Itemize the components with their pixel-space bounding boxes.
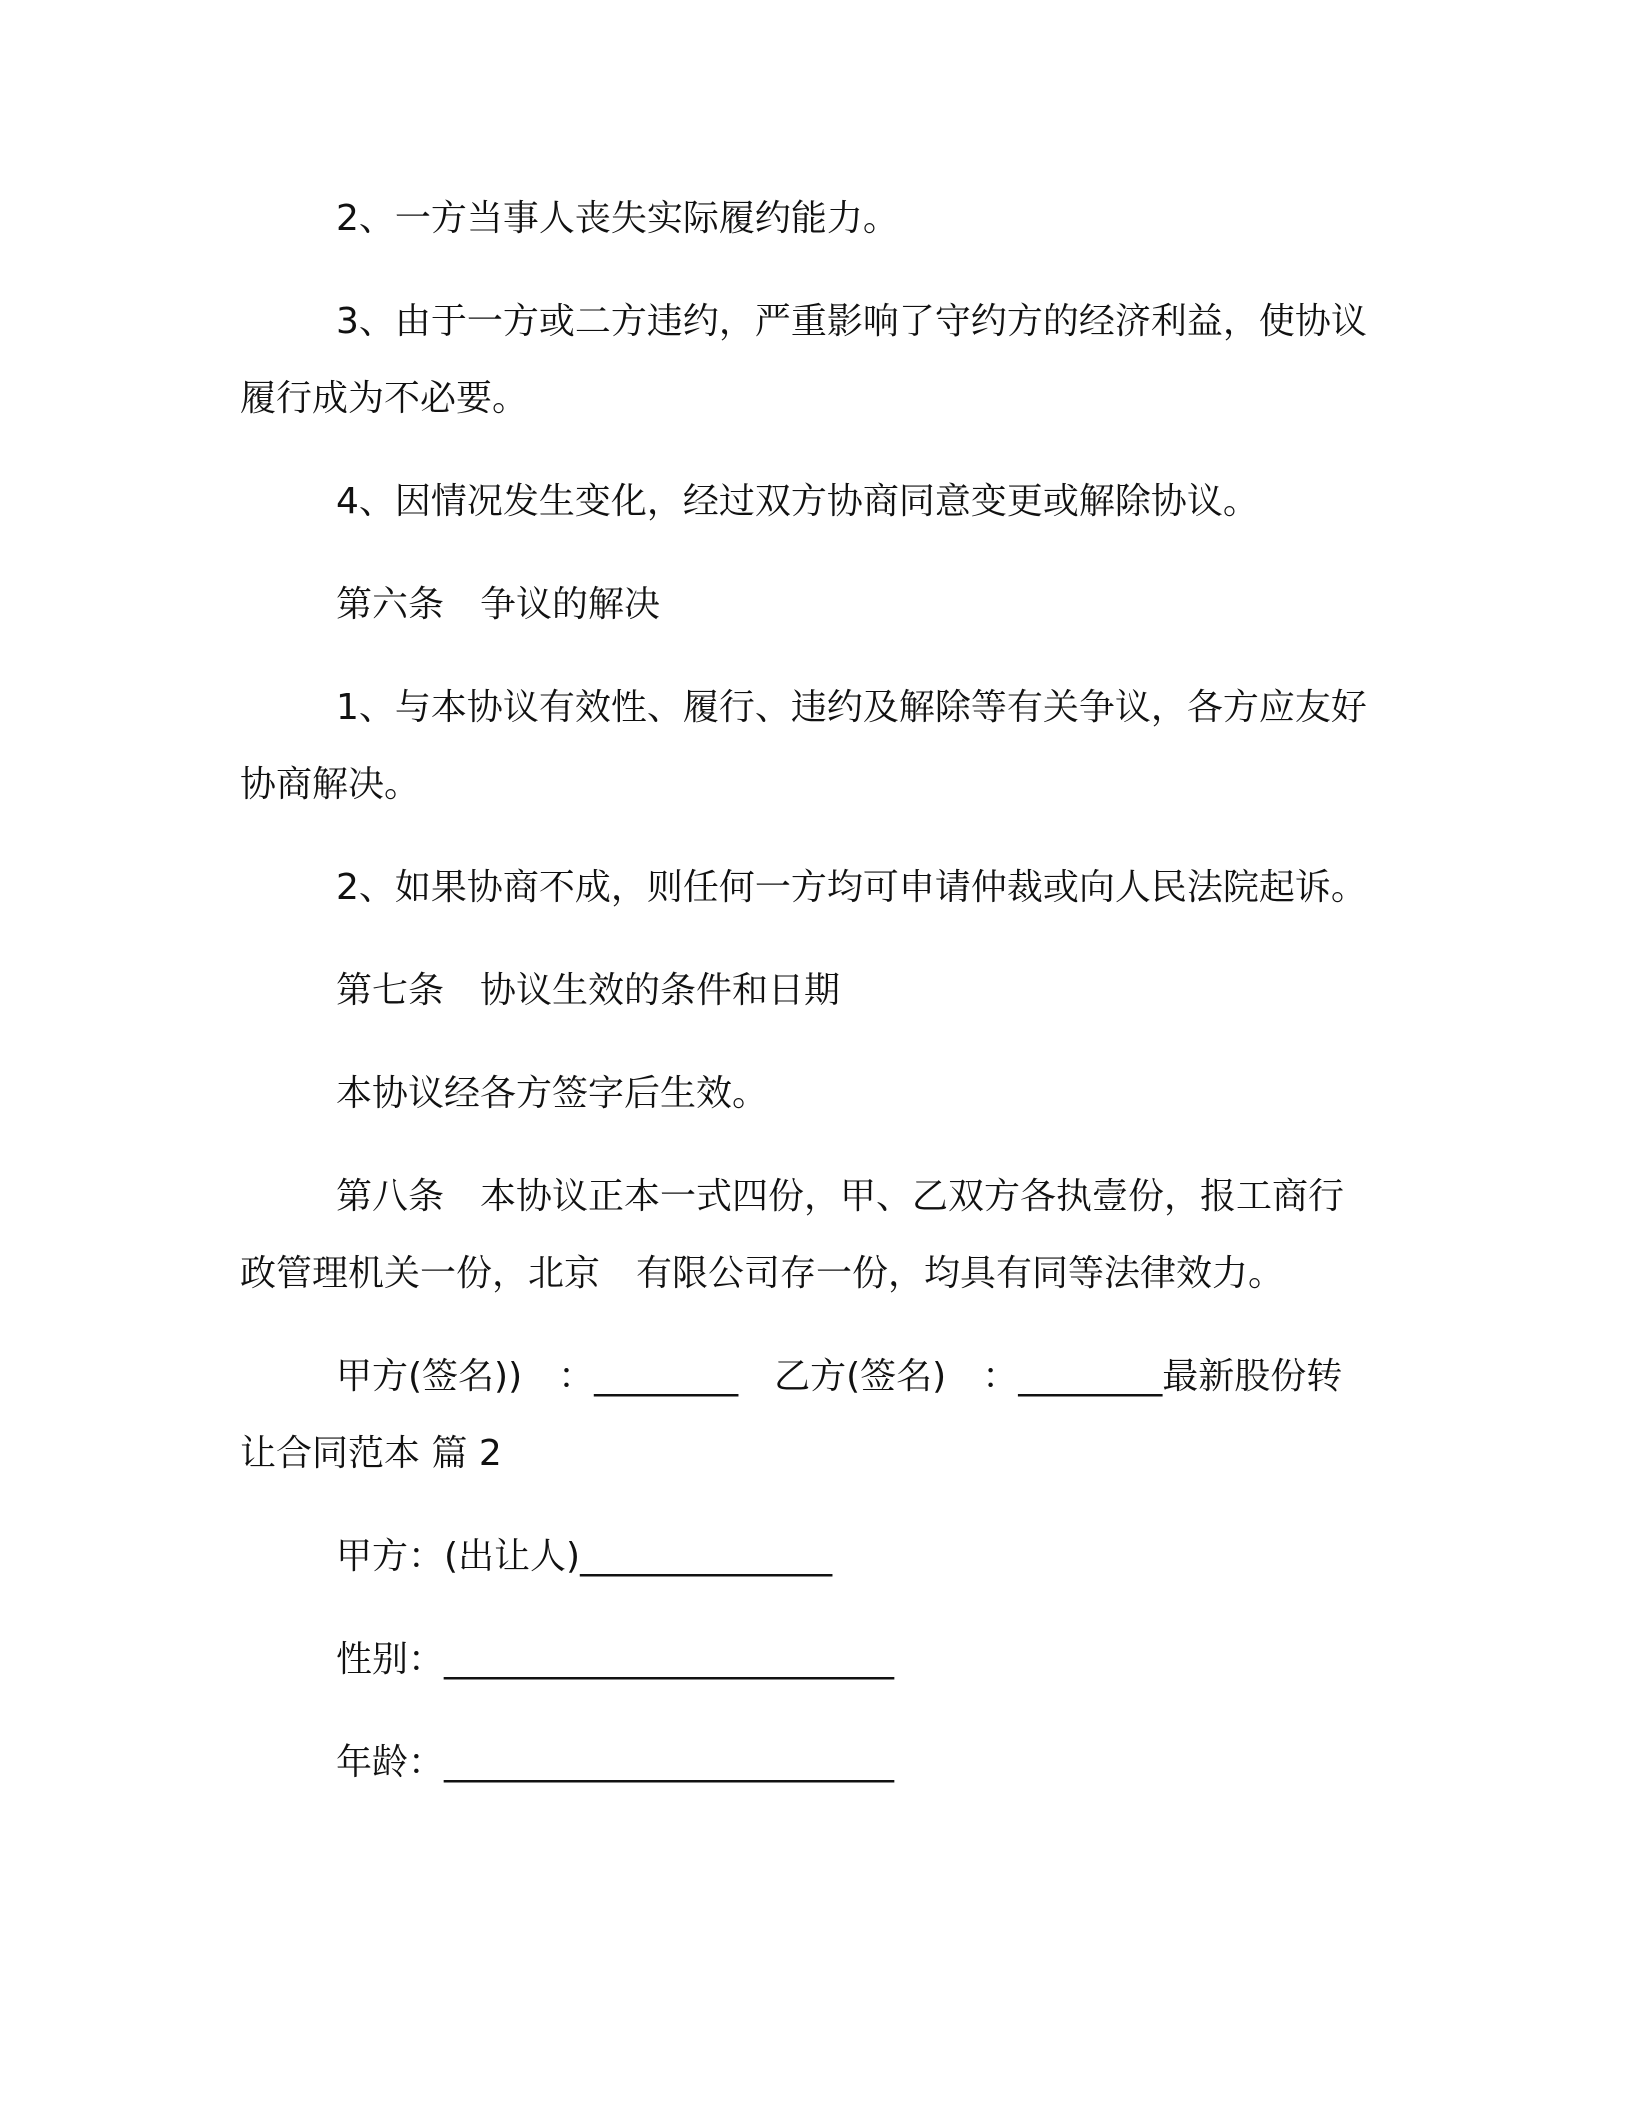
paragraph-effective-condition: 本协议经各方签字后生效。 [336,1073,769,1114]
field-gender: 性别：_________________________ [336,1639,895,1680]
paragraph-clause-5-item-2: 2、一方当事人丧失实际履约能力。 [336,198,899,239]
field-age: 年龄：_________________________ [336,1742,895,1783]
paragraph-clause-5-item-3: 3、由于一方或二方违约，严重影响了守约方的经济利益，使协议履行成为不必要。 [240,301,1367,419]
paragraph-article-8: 第八条 本协议正本一式四份，甲、乙双方各执壹份，报工商行政管理机关一份，北京 有限公司存一份，均具有同等法律效力。 [240,1176,1345,1294]
field-party-a-transferor: 甲方：(出让人)______________ [336,1536,833,1577]
heading-article-7: 第七条 协议生效的条件和日期 [336,970,841,1011]
paragraph-signatures-and-title: 甲方(签名)) ：________ 乙方(签名) ：________最新股份转让合同范本 篇 2 [240,1356,1343,1474]
paragraph-clause-6-item-1: 1、与本协议有效性、履行、违约及解除等有关争议，各方应友好协商解决。 [240,687,1367,805]
heading-article-6: 第六条 争议的解决 [336,584,661,625]
paragraph-clause-6-item-2: 2、如果协商不成，则任何一方均可申请仲裁或向人民法院起诉。 [336,867,1367,908]
paragraph-clause-5-item-4: 4、因情况发生变化，经过双方协商同意变更或解除协议。 [336,481,1259,522]
